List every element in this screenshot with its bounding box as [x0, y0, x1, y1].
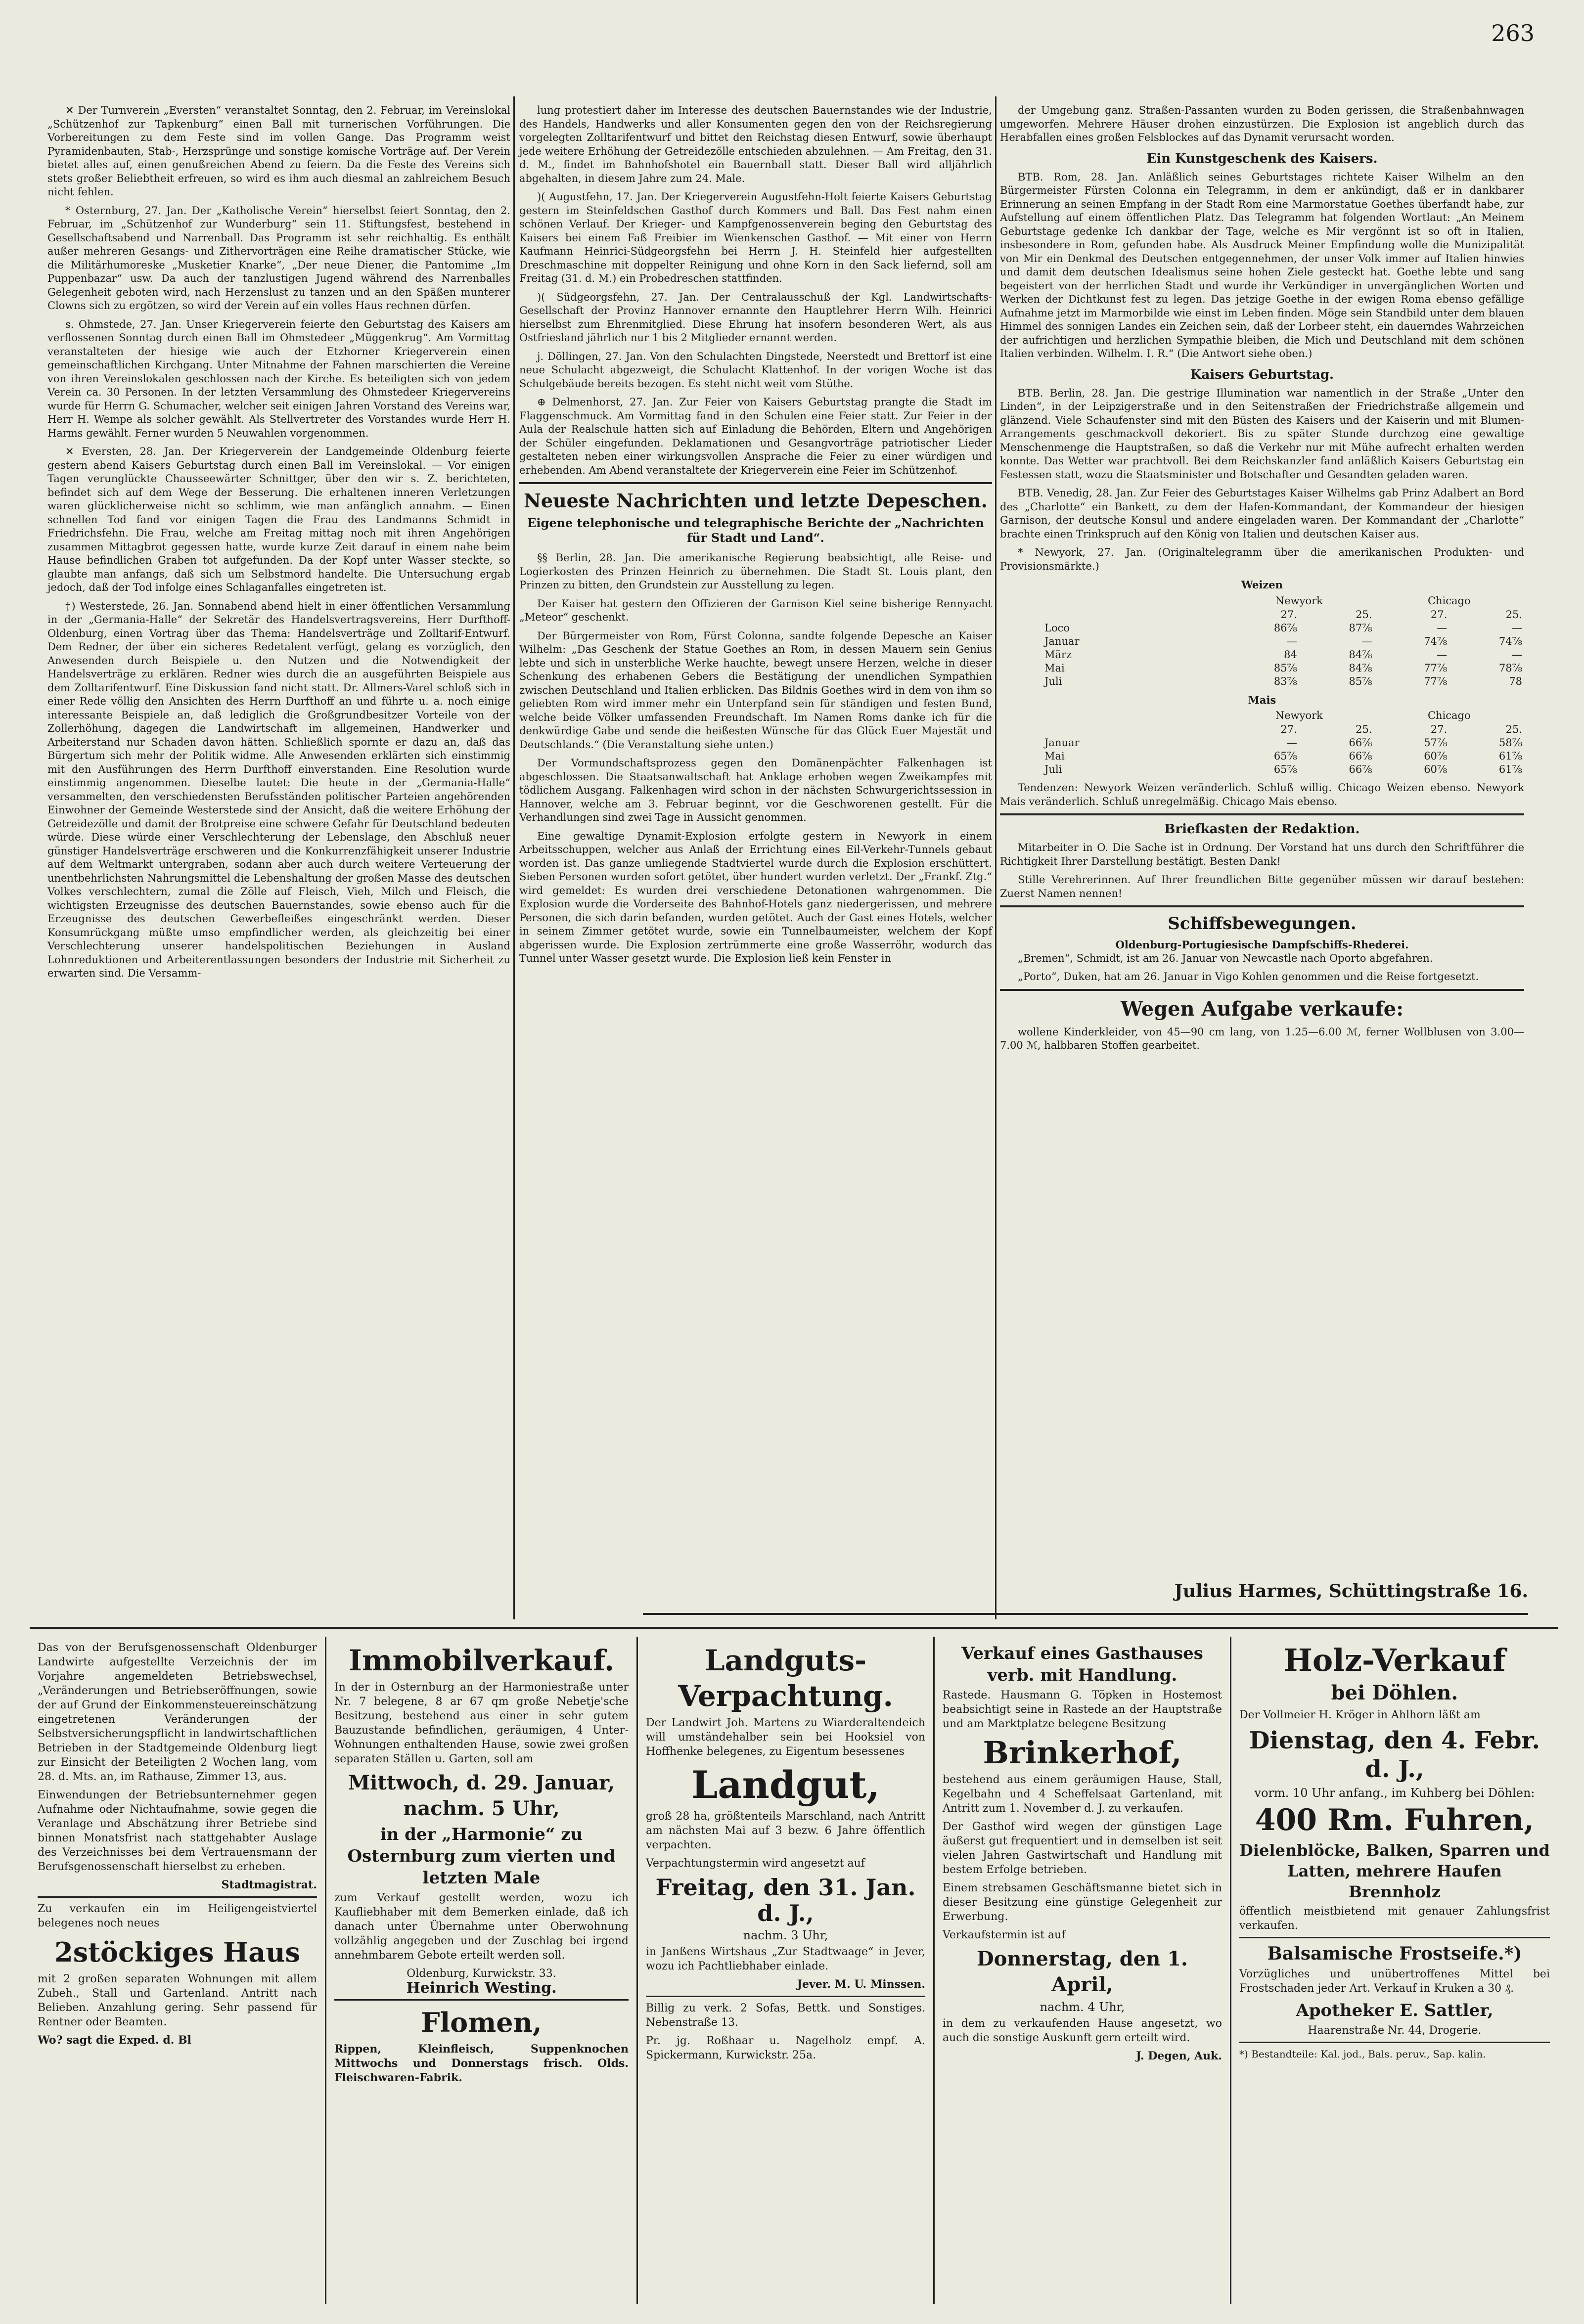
ad-title: Flomen,	[421, 2007, 542, 2038]
shipping-company: Oldenburg-Portugiesische Dampfschiffs-Rhederei.	[1115, 939, 1409, 951]
article: * Newyork, 27. Jan. (Originaltelegramm über die amerikanischen Produkten- und Provisionsmärkte.)	[1000, 546, 1524, 572]
ad-inn-sale	[935, 1637, 1231, 2304]
article: lung protestiert daher im Interesse des deutschen Bauernstandes wie der Industrie, des Handels, Handwerks und aller Konsumenten gegen den von der Reichsregierung vorgelegten Zolltarifentwurf und bittet den Reichstag diesen Entwurf, sowie überhaupt jede weitere Erhöhung der Getreidezölle entschieden abzulehnen. — Am Freitag, den 31. d. M., findet im Bahnhofshotel ein Bauernball statt. Dieser Ball wird alljährlich abgehalten, in diesem Jahre zum 24. Male.	[519, 104, 992, 184]
ad-title: 400 Rm. Fuhren,	[1255, 1803, 1535, 1837]
price-cell: —	[1437, 622, 1448, 634]
ad-place: in der „Harmonie“ zu Osternburg zum vierten und letzten Male	[347, 1825, 616, 1888]
ad-text: Einwendungen der Betriebsunternehmer gegen Aufnahme oder Nichtaufnahme, sowie gegen die Veranlage und Abschätzung ihrer Betriebe sind binnen Monatsfrist nach stattgehabter Auslage des Verzeichnisses bei dem Vertrauensmann der Berufsgenossenschaft hierselbst zu erheben.	[38, 1789, 317, 1873]
ad-heading: Wegen Aufgabe verkaufe:	[1121, 997, 1403, 1021]
date-header: 27.	[1430, 608, 1448, 621]
month-cell: Loco	[1044, 622, 1070, 634]
price-cell: 86⅞	[1273, 622, 1297, 634]
price-cell: —	[1361, 635, 1372, 647]
ad-rule	[1239, 1937, 1550, 1938]
date-header: 27.	[1430, 723, 1448, 735]
ad-text: mit 2 großen separaten Wohnungen mit allem Zubeh., Stall und Gartenland. Antritt nach Belieben. Anzahlung gering. Sehr passend für Rentner oder Beamten.	[38, 1973, 317, 2028]
ad-text: Der Vollmeier H. Kröger in Ahlhorn läßt am	[1239, 1709, 1481, 1721]
ad-text: Verkaufstermin ist auf	[943, 1929, 1066, 1941]
month-cell: Juli	[1044, 763, 1062, 775]
table-title: Mais	[1248, 693, 1276, 706]
ad-date: Mittwoch, d. 29. Januar, nachm. 5 Uhr,	[348, 1771, 615, 1820]
article: BTB. Venedig, 28. Jan. Zur Feier des Geburtstages Kaiser Wilhelms gab Prinz Adalbert an Bord des „Charlotte“ ein Bankett, zu dem der Hafen-Kommandant, der Kommandeur der hiesigen Garnison, der deutsche Konsul und andere eingeladen waren. Der Kommandant der „Charlotte“ brachte einen Trinkspruch auf den König von Italien und deutschen Kaiser aus.	[1000, 487, 1524, 540]
ads-rule	[30, 1627, 1558, 1629]
price-cell: 61⅞	[1498, 750, 1522, 762]
price-cell: 65⅞	[1273, 763, 1297, 775]
ad-text: Pr. jg. Roßhaar u. Nagelholz empf. A. Spickermann, Kurwickstr. 25a.	[646, 2035, 925, 2061]
date-header: 25.	[1356, 608, 1372, 621]
ad-title: Verkauf eines Gasthauses verb. mit Handlung.	[961, 1644, 1203, 1685]
article: Der Vormundschaftsprozess gegen den Domänenpächter Falkenhagen ist abgeschlossen. Die Staatsanwaltschaft hat Anklage erhoben wegen Zweikampfes mit tödlichem Ausgang. Falkenhagen wird schon in der nächsten Schwurgerichtssession in Hannover, welche am 3. Februar beginnt, vor die Geschworenen gestellt. Für die Verhandlungen sind zwei Tage in Aussicht genommen.	[519, 757, 992, 823]
date-header: 27.	[1280, 723, 1297, 735]
price-row	[1000, 675, 1524, 688]
ad-date: Donnerstag, den 1. April,	[977, 1947, 1188, 1996]
ad-rule	[646, 1996, 925, 1997]
article: †) Westerstede, 26. Jan. Sonnabend abend hielt in einer öffentlichen Versammlung in der „Germania-Halle“ der Sekretär des Handelsvertragsvereins, Herr Durfthoff-Oldenburg, einen Vortrag über das Thema: Handelsverträge und Zolltarif-Entwurf. Dem Redner, der über ein sicheres Redetalent verfügt, gelang es vorzüglich, den Anwesenden durch Beispiele u. den Nutzen und die Notwendigkeit der Handelsverträge zu erklären. Redner wies durch die an ausgeführten Beispiele aus dem Zolltarifentwurf. Eine Diskussion fand nicht statt. Dr. Allmers-Varel schloß sich in einer Rede völlig den Ansichten des Herrn Durfthoff an und führte u. a. noch einige interessante Beispiele an, daß lediglich die Großgrundbesitzer Vorteile von der Zollerhöhung, dagegen die Landwirtschaft im allgemeinen, Handwerker und Arbeiterstand nur Schaden davon hätten. Schließlich spornte er dazu an, daß das Bürgertum sich mehr der Politik widme. Alle Anwesenden erklärten sich einstimmig mit den Ausführungen des Herrn Durfthoff einverstanden. Eine Resolution wurde einstimmig angenommen. Dieselbe lautet: Die heute in der „Germania-Halle“ versammelten, den verschiedensten Berufsständen politischer Parteien angehörenden Einwohner der Gemeinde Westerstede sind der Ansicht, daß die weitere Erhöhung der Getreidezölle und damit der Brotpreise eine schwere Gefahr für Deutschland bedeuten würde. Diese würde einer Verschlechterung der Lebenslage, den Abschluß neuer günstiger Handelsverträge erschweren und die Konkurrenzfähigkeit unserer Industrie auf dem Weltmarkt untergraben, sodann aber auch durch weitere Verteuerung der unentbehrlichsten Nahrungsmittel die Lebenshaltung der großen Masse des deutschen Volkes verschlechtern, zumal die Zölle auf Fleisch, Vieh, Milch und Fleisch, die wichtigsten Erzeugnisse des deutschen Bauernstandes, sowie ebenso auch für die Erzeugnisse des deutschen Gewerbefleißes eingeschränkt werden. Dieser Konsumrückgang müßte umso empfindlicher werden, als gleichzeitig bei einer Verschlechterung unserer handelspolitischen Beziehungen in Ausland Lohnreduktionen und Arbeiterentlassungen besonders der Industrie mit Sicherheit zu erwarten sind. Die Versamm-	[47, 600, 510, 979]
article: )( Südgeorgsfehn, 27. Jan. Der Centralausschuß der Kgl. Landwirtschafts-Gesellschaft der Provinz Hannover ernannte den Hauptlehrer Herrn Wilh. Heinrici hierselbst zum Ehrenmitglied. Diese Ehrung hat insofern besonderen Wert, als aus Ostfriesland jährlich nur 1 bis 2 Mitglieder ernannt werden.	[519, 291, 992, 344]
ad-text: zum Verkauf gestellt werden, wozu ich Kaufliebhaber mit dem Bemerken einlade, daß ich danach unter Übernahme unter Oberwohnung vollzählig angegeben und der Zuschlag bei irgend annehmbarem Gebote erteilt werden soll.	[334, 1892, 629, 1962]
date-header: 25.	[1505, 608, 1522, 621]
article: j. Döllingen, 27. Jan. Von den Schulachten Dingstede, Neerstedt und Brettorf ist eine neue Schulacht abgezweigt, die Schulacht Klattenhof. In der vorigen Woche ist das Schulgebäude bereits bezogen. Es steht nicht weit vom Stüthe.	[519, 350, 992, 390]
ad-text: Einem strebsamen Geschäftsmanne bietet sich in dieser Besitzung eine günstige Gelegenheit zur Erwerbung.	[943, 1882, 1222, 1923]
page-number: 263	[1491, 20, 1535, 46]
ad-text: In der in Osternburg an der Harmoniestraße unter Nr. 7 belegene, 8 ar 67 qm große Nebetje'sche Besitzung, bestehend aus einer in sehr gutem Bauzustande befindlichen, geräumigen, 4 Unter-Wohnungen enthaltenden Hause, sowie zwei großen separaten Ställen u. Garten, soll am	[334, 1681, 629, 1765]
article: BTB. Rom, 28. Jan. Anläßlich seines Geburtstages richtete Kaiser Wilhelm an den Bürgermeister Fürsten Colonna ein Telegramm, in dem er ankündigt, daß er in dankbarer Erinnerung an seinen Empfang in der Stadt Rom eine Marmorstatue Goethes überfandt habe, zur Aufstellung auf einem öffentlichen Platz. Das Telegramm hat folgenden Wortlaut: „An Meinem Geburtstage gedenke Ich dankbar der Tage, welche es Mir vergönnt ist so oft in Italien, insbesondere in Rom, gefunden habe. Als Ausdruck Meiner Empfindung wolle die Munizipalität von Mir ein Denkmal des Deutschen entgegennehmen, der unser Volk immer auf Italien hinwies und damit dem deutschen Idealismus seine hohen Ziele gesteckt hat. Goethe lebte und sang begeistert von der herrlichen Stadt und wurde ihr Verkündiger in unvergänglichen Worten und Werken der Dichtkunst fest zu legen. Das jetzige Goethe in der ewigen Roma ebenso gefällige Aufnahme jetzt im Marmorbilde wie einst im Leben finden. Möge sein Standbild unter dem blauen Himmel des sonnigen Landes ein Zeichen sein, daß der Lorbeer steht, ein dauerndes Wahrzeichen der aufrichtigen und herzlichen Sympathie bleiben, die Mich und Deutschland mit dem schönen Italien verbinden. Wilhelm. I. R.“ (Die Antwort siehe oben.)	[1000, 171, 1524, 359]
ad-title: Landguts-Verpachtung.	[678, 1644, 893, 1713]
price-cell: 77⅞	[1424, 662, 1448, 674]
section-rule	[519, 482, 992, 484]
ad-text: Der Landwirt Joh. Martens zu Wiarderaltendeich will umständehalber sein bei Hooksiel von Hoffhenke belegenes, zu Eigentum besessenes	[646, 1717, 925, 1758]
ship-movement: „Bremen“, Schmidt, ist am 26. Januar von Newcastle nach Oporto abgefahren.	[1018, 952, 1433, 964]
article: ✕ Eversten, 28. Jan. Der Kriegerverein der Landgemeinde Oldenburg feierte gestern abend Kaisers Geburtstag durch einen Ball im Vereinslokal. — Vor einigen Tagen verunglückte Chausseewärter Schnittger, über den wir s. Z. berichteten, befindet sich auf dem Wege der Besserung. Die erhaltenen inneren Verletzungen waren glücklicherweise nicht so schlimm, wie man anfänglich annahm. — Einen schnellen Tod fand vor einigen Tagen die Frau des Landmanns Schmidt in Friedrichsfehn. Die Frau, welche am Freitag mittag noch mit ihren Angehörigen zusammen Mittagbrot gegessen hatte, wurde kurze Zeit darauf in einem nahe beim Hause befindlichen Graben tot aufgefunden. Da der Kopf unter Wasser steckte, so glaubte man anfangs, daß sich um Selbstmord handelte. Die Untersuchung ergab jedoch, daß der Tod infolge eines Schlaganfalles eingetreten ist.	[47, 446, 510, 593]
price-cell: 65⅞	[1273, 750, 1297, 762]
advertisement-row	[30, 1637, 1563, 2304]
ad-signature: Apotheker E. Sattler,	[1296, 2001, 1493, 2020]
price-cell: 85⅞	[1273, 662, 1297, 674]
ad-wood-sale	[1231, 1637, 1558, 2304]
weizen-table	[1000, 594, 1524, 688]
seller-line: Julius Harmes, Schüttingstraße 16.	[1174, 1581, 1528, 1602]
ad-property-sale	[326, 1637, 638, 2304]
price-cell: 66⅞	[1349, 737, 1372, 749]
article: Der Kaiser hat gestern den Offizieren der Garnison Kiel seine bisherige Rennyacht „Meteor“ geschenkt.	[519, 597, 992, 623]
ad-rule	[38, 1896, 317, 1898]
article: der Umgebung ganz. Straßen-Passanten wurden zu Boden gerissen, die Straßenbahnwagen umgeworfen. Mehrere Häuser drohen einzustürzen. Die Explosion ist angeblich durch das Herabfallen eines großen Felsblockes auf das Dynamit verursacht worden.	[1000, 104, 1524, 143]
column-divider	[995, 96, 996, 1619]
date-header: 27.	[1280, 608, 1297, 621]
article: )( Augustfehn, 17. Jan. Der Kriegerverein Augustfehn-Holt feierte Kaisers Geburtstag gestern im Steinfeldschen Gasthof durch Kommers und Ball. Das Fest nahm einen schönen Verlauf. Der Krieger- und Kampfgenossenverein beging den Geburtstag des Kaisers bei einem Faß Freibier im Wienkenschen Gasthof. — Mit einer von Herrn Kaufmann Heinrici-Südgeorgsfehn bei Herrn J. H. Steinfeld hier aufgestellten Dreschmaschine mit doppelter Reinigung und ohne Korn in den Sack liefernd, soll am Freitag (31. d. M.) ein Probedreschen stattfinden.	[519, 191, 992, 284]
month-cell: Juli	[1044, 675, 1062, 687]
price-cell: 78	[1509, 675, 1522, 687]
article: BTB. Berlin, 28. Jan. Die gestrige Illumination war namentlich in der Straße „Unter den Linden“, in der Leipzigerstraße und in den Seitenstraßen der Friedrichstraße allgemein und glänzend. Viele Schaufenster sind mit den Büsten des Kaisers und der Kaiserin und mit Blumen-Arrangements geschmackvoll dekoriert. Bis zu später Stunde durchzog eine gewaltige Menschenmenge die Hauptstraßen, so daß die Verkehr nur mit Mühe aufrecht erhalten werden konnte. Das Wetter war prachtvoll. Bei dem Reichskanzler fand anläßlich Kaisers Geburtstag ein Festessen statt, wozu die Staatsminister und Botschafter und Gesandten geladen waren.	[1000, 387, 1524, 481]
ad-text: wollene Kinderkleider, von 45—90 cm lang, von 1.25—6.00 ℳ, ferner Wollblusen von 3.00—7.00 ℳ, halbbaren Stoffen gearbeitet.	[1000, 1026, 1524, 1051]
section-heading: Briefkasten der Redaktion.	[1164, 822, 1360, 837]
article: s. Ohmstede, 27. Jan. Unser Kriegerverein feierte den Geburtstag des Kaisers am verflossenen Sonntag durch einen Ball im Ohmstedeer „Müggenkrug“. Am Vormittag veranstalteten der hiesige wie auch der Etzhorner Kriegerverein einen gemeinschaftlichen Kirchgang. Unter Mitnahme der Fahnen marschierten die Vereine von ihren Vereinslokalen geschlossen nach der Kirche. Es beteiligten sich von jedem Verein ca. 30 Personen. In der letzten Versammlung des Ohmstedeer Kriegervereins wurde für Herrn G. Schumacher, welcher seit einigen Jahren Vorstand des Vereins war, Herr H. Wempe als solcher gewählt. Als Stellvertreter des Vorstandes wurde Herr H. Harms gewählt. Ferner wurden 5 Neuwahlen vorgenommen.	[47, 318, 510, 439]
column-1	[47, 104, 510, 1612]
section-rule	[643, 1613, 1528, 1615]
price-cell: 83⅞	[1273, 675, 1297, 687]
ad-announcement	[30, 1637, 326, 2304]
ad-address: Haarenstraße Nr. 44, Drogerie.	[1308, 2024, 1482, 2037]
article: Der Bürgermeister von Rom, Fürst Colonna, sandte folgende Depesche an Kaiser Wilhelm: „Das Geschenk der Statue Goethes an Rom, in dessen Mauern sein Genius lebte und sich in unsterbliche Werke hauchte, bewegt unsere Herzen, welche in dieser Schenkung des erhabenen Gebers die Bestätigung der unendlichen Sympathien zwischen Deutschland und Italien erblicken. Das Bildnis Goethes wird in dem von ihm so geliebten Rom wird immer mehr ein Unterpfand sein für ständigen und festen Bund, welche beide Völker umfassenden Freundschaft. Im Namen Roms danke ich für die denkwürdige Gabe und sende die heißesten Wünsche für das Glück Euer Majestät und Deutschlands.“ (Die Veranstaltung siehe unten.)	[519, 629, 992, 751]
ad-rule	[1239, 2042, 1550, 2043]
market-header: Chicago	[1427, 594, 1471, 607]
market-tendency: Tendenzen: Newyork Weizen veränderlich. Schluß willig. Chicago Weizen ebenso. Newyork Mais veränderlich. Schluß unregelmäßig. Chicago Mais ebenso.	[1000, 782, 1524, 807]
column-divider	[513, 96, 515, 1619]
section-heading: Ein Kunstgeschenk des Kaisers.	[1146, 151, 1378, 166]
ad-text: in dem zu verkaufenden Hause angesetzt, wo auch die sonstige Auskunft gern erteilt wird.	[943, 2017, 1222, 2044]
ad-text: Vorzügliches und unübertroffenes Mittel bei Frostschaden jeder Art. Verkauf in Kruken a 30 ₰.	[1239, 1968, 1550, 1995]
date-header: 25.	[1505, 723, 1522, 735]
article: * Osternburg, 27. Jan. Der „Katholische Verein“ hierselbst feiert Sonntag, den 2. Februar, im „Schützenhof zur Wunderburg“ sein 11. Stiftungsfest, bestehend in Gesellschaftsabend und Narrenball. Das Programm ist sehr reichhaltig. Es enthält außer mehreren Gesangs- und Zithervorträgen eine Reihe dramatischer Stücke, wie die Militärhumoreske „Musketier Knarke“, „Der neue Diener, die Pantomime „Im Puppenbazar“ usw. Da auch der tanzlustigen Jugend während des Narrenballes Gelegenheit geboten wird, nach Herzenslust zu tanzen und an den Späßen munterer Clowns sich zu ergötzen, so wird der Verein auf ein volles Haus rechnen dürfen.	[47, 204, 510, 312]
ad-text: Verpachtungstermin wird angesetzt auf	[646, 1857, 865, 1870]
letter-reply: Mitarbeiter in O. Die Sache ist in Ordnung. Der Vorstand hat uns durch den Schriftführer die Richtigkeit Ihrer Darstellung bestätigt. Besten Dank!	[1000, 842, 1524, 867]
ad-time: vorm. 10 Uhr anfang., im Kuhberg bei Döhlen:	[1254, 1786, 1535, 1800]
ad-subtitle: Dielenblöcke, Balken, Sparren und Latten, mehrere Haufen Brennholz	[1239, 1841, 1550, 1901]
section-heading: Kaisers Geburtstag.	[1190, 367, 1334, 382]
price-cell: 57⅞	[1424, 737, 1448, 749]
price-cell: —	[1286, 737, 1297, 749]
article: ✕ Der Turnverein „Eversten“ veranstaltet Sonntag, den 2. Februar, im Vereinslokal „Schützenhof zur Tapkenburg“ einen Ball mit turnerischen Vorführungen. Die Vorbereitungen zu dem Feste sind im vollen Gange. Das Programm weist Pyramidenbauten, Stab-, Herzsprünge und sonstige komische Vorträge auf. Der Verein bietet alles auf, einen genußreichen Abend zu feiern. Da die Feste des Vereins sich stets großer Beliebtheit erfreuen, so wird es ihm auch diesmal an zahlreichem Besuch nicht fehlen.	[47, 104, 510, 198]
section-rule	[1000, 989, 1524, 991]
price-cell: 84⅞	[1349, 648, 1372, 661]
ad-signature: J. Degen, Auk.	[1136, 2050, 1222, 2062]
ad-title: Landgut,	[691, 1763, 880, 1807]
price-cell: 74⅞	[1498, 635, 1522, 647]
ad-signature: Jever. M. U. Minssen.	[797, 1978, 925, 1991]
price-cell: 74⅞	[1424, 635, 1448, 647]
price-cell: 66⅞	[1349, 750, 1372, 762]
article: §§ Berlin, 28. Jan. Die amerikanische Regierung beabsichtigt, alle Reise- und Logierkosten des Prinzen Heinrich zu übernehmen. Die Stadt St. Louis plant, den Prinzen zu bitten, den Grundstein zur Ausstellung zu legen.	[519, 552, 992, 591]
price-cell: 77⅞	[1424, 675, 1448, 687]
month-cell: Mai	[1044, 750, 1065, 762]
market-header: Newyork	[1275, 710, 1323, 721]
price-cell: 58⅞	[1498, 737, 1522, 749]
ad-date: Dienstag, den 4. Febr. d. J.,	[1249, 1727, 1540, 1783]
month-cell: März	[1044, 648, 1072, 661]
ad-text: öffentlich meistbietend mit genauer Zahlungsfrist verkaufen.	[1239, 1905, 1550, 1932]
ad-signature: Oldenburg, Kurwickstr. 33.	[407, 1967, 556, 1980]
price-cell: 87⅞	[1349, 622, 1372, 634]
price-cell: —	[1512, 622, 1522, 634]
date-header: 25.	[1356, 723, 1372, 735]
ad-title: 2stöckiges Haus	[54, 1936, 300, 1968]
letter-reply: Stille Verehrerinnen. Auf Ihrer freundlichen Bitte gegenüber müssen wir darauf bestehen: Zuerst Namen nennen!	[1000, 874, 1524, 899]
ad-title: Balsamische Frostseife.*)	[1267, 1943, 1522, 1964]
month-cell: Mai	[1044, 662, 1065, 674]
ad-text: Rippen, Kleinfleisch, Suppenknochen Mittwochs und Donnerstags frisch. Olds. Fleischwaren-Fabrik.	[334, 2043, 629, 2084]
ad-text: Zu verkaufen ein im Heiligengeistviertel belegenes noch neues	[38, 1903, 317, 1929]
price-cell: 60⅞	[1424, 750, 1448, 762]
ad-date: Freitag, den 31. Jan. d. J.,	[655, 1874, 916, 1926]
table-title: Weizen	[1241, 579, 1283, 591]
ad-footnote: *) Bestandteile: Kal. jod., Bals. peruv., Sap. kalin.	[1239, 2048, 1486, 2060]
price-row	[1000, 635, 1524, 648]
price-cell: —	[1286, 635, 1297, 647]
ad-signature: Heinrich Westing.	[406, 1979, 557, 1997]
price-row	[1000, 662, 1524, 675]
ad-title: Brinkerhof,	[983, 1735, 1182, 1771]
section-rule	[1000, 813, 1524, 815]
price-row	[1000, 648, 1524, 662]
price-cell: 84	[1284, 648, 1297, 661]
ship-movement: „Porto“, Duken, hat am 26. Januar in Vigo Kohlen genommen und die Reise fortgesetzt.	[1018, 971, 1479, 983]
ad-text: groß 28 ha, größtenteils Marschland, nach Antritt am nächsten Mai auf 3 bezw. 6 Jahre öffentlich verpachten.	[646, 1810, 925, 1851]
ad-farm-lease	[638, 1637, 935, 2304]
column-2	[519, 104, 992, 1612]
news-headline: Neueste Nachrichten und letzte Depeschen.	[524, 490, 988, 512]
ad-text: bestehend aus einem geräumigen Hause, Stall, Kegelbahn und 4 Scheffelsaat Gartenland, mit Antritt zum 1. November d. J. zu verkaufen.	[943, 1774, 1222, 1815]
price-row	[1000, 622, 1524, 635]
ad-signature: Stadtmagistrat.	[221, 1878, 317, 1891]
ad-text: Das von der Berufsgenossenschaft Oldenburger Landwirte aufgestellte Verzeichnis der im Vorjahre angemeldeten Betriebswechsel, „Veränderungen und Betriebseröffnungen, sowie der auf Grund der Einkommensteuereinschätzung eingetretenen Veränderungen der Selbstversicherungspflicht in landwirtschaftlichen Betrieben in der Stadtgemeinde Oldenburg liegt zur Einsicht der Beteiligten 2 Wochen lang, vom 28. d. Mts. an, im Rathause, Zimmer 13, aus.	[38, 1642, 317, 1783]
price-cell: —	[1512, 648, 1522, 661]
article: Eine gewaltige Dynamit-Explosion erfolgte gestern in Newyork in einem Arbeitsschuppen, welcher aus Anlaß der Errichtung eines Eil-Verkehr-Tunnels gebaut worden ist. Das ganze umliegende Stadtviertel wurde durch die Explosion erschüttert. Sieben Personen wurden sofort getötet, über hundert wurden verletzt. Der „Frankf. Ztg.“ wird gemeldet: Es wurden drei verschiedene Detonationen wahrgenommen. Die Explosion wurde die Vorderseite des Bahnhof-Hotels ganz niedergerissen, und mehrere Personen, die sich darin befanden, wurden getötet. Auch der Gast eines Hotels, welcher in seinem Zimmer getötet wurde, sowie ein Tunnelbaumeister, welchem der Kopf abgerissen wurde. Die Explosion zertrümmerte eine große Wasserröhr, wodurch das Tunnel unter Wasser gesetzt wurde. Die Explosion ließ kein Fenster in	[519, 830, 992, 964]
price-cell: 78⅞	[1498, 662, 1522, 674]
month-cell: Januar	[1044, 635, 1080, 647]
market-header: Newyork	[1275, 594, 1323, 607]
ad-time: nachm. 4 Uhr,	[1040, 2000, 1125, 2014]
price-cell: 85⅞	[1349, 675, 1372, 687]
ad-title: Holz-Verkauf	[1283, 1642, 1506, 1678]
section-heading: Schiffsbewegungen.	[1168, 914, 1357, 934]
market-header: Chicago	[1427, 710, 1471, 721]
price-row	[1000, 736, 1524, 750]
price-cell: 60⅞	[1424, 763, 1448, 775]
news-subhead: Eigene telephonische und telegraphische Berichte der „Nachrichten für Stadt und Land“.	[527, 516, 984, 545]
price-row	[1000, 750, 1524, 763]
ad-text: in Janßens Wirtshaus „Zur Stadtwaage“ in Jever, wozu ich Pachtliebhaber einlade.	[646, 1946, 925, 1972]
ad-title: Immobilverkauf.	[348, 1644, 615, 1677]
ad-text: Der Gasthof wird wegen der günstigen Lage äußerst gut frequentiert und in demselben ist seit vielen Jahren Gastwirtschaft und Handlung mit bestem Erfolge betrieben.	[943, 1821, 1222, 1876]
ad-inquiry: Wo? sagt die Exped. d. Bl	[38, 2034, 191, 2047]
ad-subtitle: bei Döhlen.	[1331, 1681, 1458, 1704]
section-rule	[1000, 905, 1524, 907]
price-cell: 84⅞	[1349, 662, 1372, 674]
mais-table	[1000, 709, 1524, 776]
ad-text: Rastede. Hausmann G. Töpken in Hostemost beabsichtigt seine in Rastede an der Hauptstraße und am Marktplatze belegene Besitzung	[943, 1689, 1222, 1730]
ad-rule	[334, 1999, 629, 2001]
ad-time: nachm. 3 Uhr,	[743, 1928, 828, 1942]
column-3	[1000, 104, 1524, 1612]
month-cell: Januar	[1044, 737, 1080, 749]
price-cell: —	[1437, 648, 1448, 661]
price-cell: 66⅞	[1349, 763, 1372, 775]
ad-text: Billig zu verk. 2 Sofas, Bettk. und Sonstiges. Nebenstraße 13.	[646, 2002, 925, 2029]
price-cell: 61⅞	[1498, 763, 1522, 775]
price-row	[1000, 763, 1524, 776]
article: ⊕ Delmenhorst, 27. Jan. Zur Feier von Kaisers Geburtstag prangte die Stadt im Flaggenschmuck. Am Vormittag fand in den Schulen eine Feier statt. Zur Feier in der Aula der Realschule hatten sich auf Einladung die Behörden, Eltern und Angehörigen der Schüler eingefunden. Deklamationen und Gesangvorträge patriotischer Lieder gestalteten neben einer wirkungsvollen Ansprache die Feier zu einer würdigen und erhebenden. Am Abend veranstaltete der Kriegerverein eine Feier im Schützenhof.	[519, 396, 992, 476]
